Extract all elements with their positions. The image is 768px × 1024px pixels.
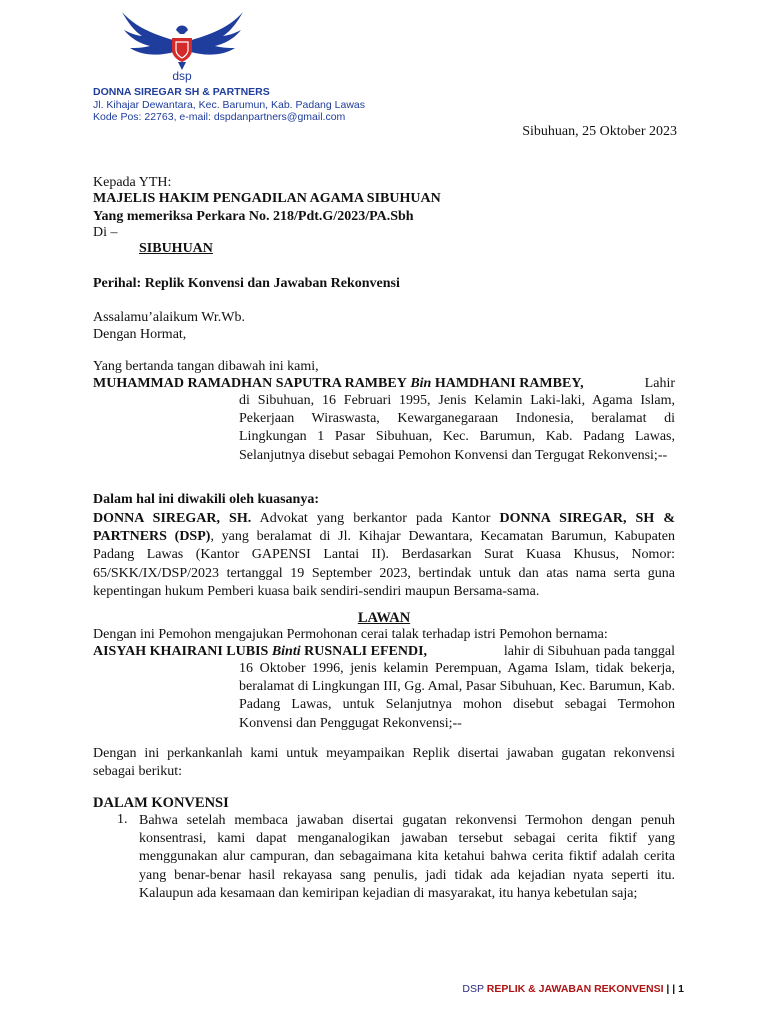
applicant-details: di Sibuhuan, 16 Februari 1995, Jenis Kelamin Laki-laki, Agama Islam, Pekerjaan Wiraswasta, Kewarganegaraan Indonesia, beralamat di Lingkungan 1 Pasar Sibuhuan, Kec. Barumun, Kab. Padang Lawas, Selanjutnya disebut sebagai Pemohon Konvensi dan Tergugat Rekonvensi;-- <box>239 393 675 463</box>
footer-page: | 1 <box>672 983 684 995</box>
footer-title: REPLIK & JAWABAN REKONVENSI <box>486 983 664 995</box>
applicant-name-line <box>93 376 675 392</box>
recipient-salutation: Kepada YTH: <box>93 175 172 190</box>
recipient-city: SIBUHUAN <box>139 241 213 256</box>
firm-address: Jl. Kihajar Dewantara, Kec. Barumun, Kab. Padang Lawas <box>93 99 365 111</box>
opponent-name-line <box>93 644 675 660</box>
logo-text: dsp <box>172 69 192 83</box>
opponent-details: 16 Oktober 1996, jenis kelamin Perempuan, Agama Islam, tidak bekerja, beralamat di Lingkungan III, Gg. Amal, Pasar Sibuhuan, Kec. Barumun, Kab. Padang Lawas, untuk Selanjutnya mohon disebut sebagai Termohon Konvensi dan Penggugat Rekonvensi;-- <box>239 661 675 731</box>
opponent-intro: Dengan ini Pemohon mengajukan Permohonan cerai talak terhadap istri Pemohon bernama: <box>93 627 608 642</box>
section-heading: DALAM KONVENSI <box>93 795 229 811</box>
footer-prefix: DSP <box>462 983 484 995</box>
item-number: 1. <box>117 812 128 827</box>
greeting-respect: Dengan Hormat, <box>93 327 187 342</box>
opponent-binti: Binti <box>271 644 301 659</box>
counsel-office: DONNA SIREGAR, SH & PARTNERS (DSP) <box>93 511 676 545</box>
firm-name: DONNA SIREGAR SH & PARTNERS <box>93 86 270 98</box>
statement-paragraph: Dengan ini perkankanlah kami untuk meyampaikan Replik disertai jawaban gugatan rekonvensi sebagai berikut: <box>93 746 675 780</box>
page-footer: DSP REPLIK & JAWABAN REKONVENSI | | 1 <box>462 983 684 995</box>
opponent-father: RUSNALI EFENDI, <box>304 644 428 659</box>
recipient-di: Di – <box>93 225 118 240</box>
recipient-court: MAJELIS HAKIM PENGADILAN AGAMA SIBUHUAN <box>93 191 441 206</box>
counsel-heading: Dalam hal ini diwakili oleh kuasanya: <box>93 492 320 507</box>
applicant-details-first: Lahir <box>644 376 675 391</box>
lawan-title: LAWAN <box>357 610 411 626</box>
applicant-bin: Bin <box>410 376 432 391</box>
firm-contact: Kode Pos: 22763, e-mail: dspdanpartners@gmail.com <box>93 111 346 123</box>
applicant-intro: Yang bertanda tangan dibawah ini kami, <box>93 359 319 374</box>
opponent-name: AISYAH KHAIRANI LUBIS <box>93 644 269 659</box>
counsel-name: DONNA SIREGAR, SH. <box>93 511 252 526</box>
applicant-father: HAMDHANI RAMBEY, <box>434 376 584 391</box>
counsel-text1: Advokat yang berkantor pada Kantor <box>259 511 491 526</box>
subject-line: Perihal: Replik Konvensi dan Jawaban Rekonvensi <box>93 276 400 291</box>
letter-date: Sibuhuan, 25 Oktober 2023 <box>522 124 677 139</box>
item-text: Bahwa setelah membaca jawaban disertai gugatan rekonvensi Termohon dengan penuh konsentrasi, kami dapat menganalogikan jawaban tersebut sebagai cerita fiktif yang menggunakan alur campuran, dan sebagaimana kita ketahui bahwa cerita fiktif adalah cerita yang benar-benar hasil rekayasa sang penulis, jadi tidak ada kejadian nyata seperti itu. Kalaupun ada kesamaan dan kemiripan kejadian di masyarakat, itu hanya kebetulan saja; <box>139 813 675 901</box>
applicant-name: MUHAMMAD RAMADHAN SAPUTRA RAMBEY <box>93 376 407 391</box>
opponent-details-first: lahir di Sibuhuan pada tanggal <box>503 644 675 659</box>
greeting-line: Assalamu’alaikum Wr.Wb. <box>93 310 245 325</box>
firm-logo <box>120 8 245 83</box>
counsel-paragraph <box>93 510 675 601</box>
counsel-text2: , yang beralamat di Jl. Kihajar Dewantara, Kecamatan Barumun, Kabupaten Padang Lawas (Kantor GAPENSI Lantai II). Berdasarkan Surat Kuasa Khusus, Nomor: 65/SKK/IX/DSP/2023 tertanggal 19 September 2023, bertindak untuk dan atas nama serta guna kepentingan hukum Pemberi kuasa baik sendiri-sendiri maupun Bersama-sama. <box>93 529 675 599</box>
recipient-case: Yang memeriksa Perkara No. 218/Pdt.G/2023/PA.Sbh <box>93 209 414 224</box>
